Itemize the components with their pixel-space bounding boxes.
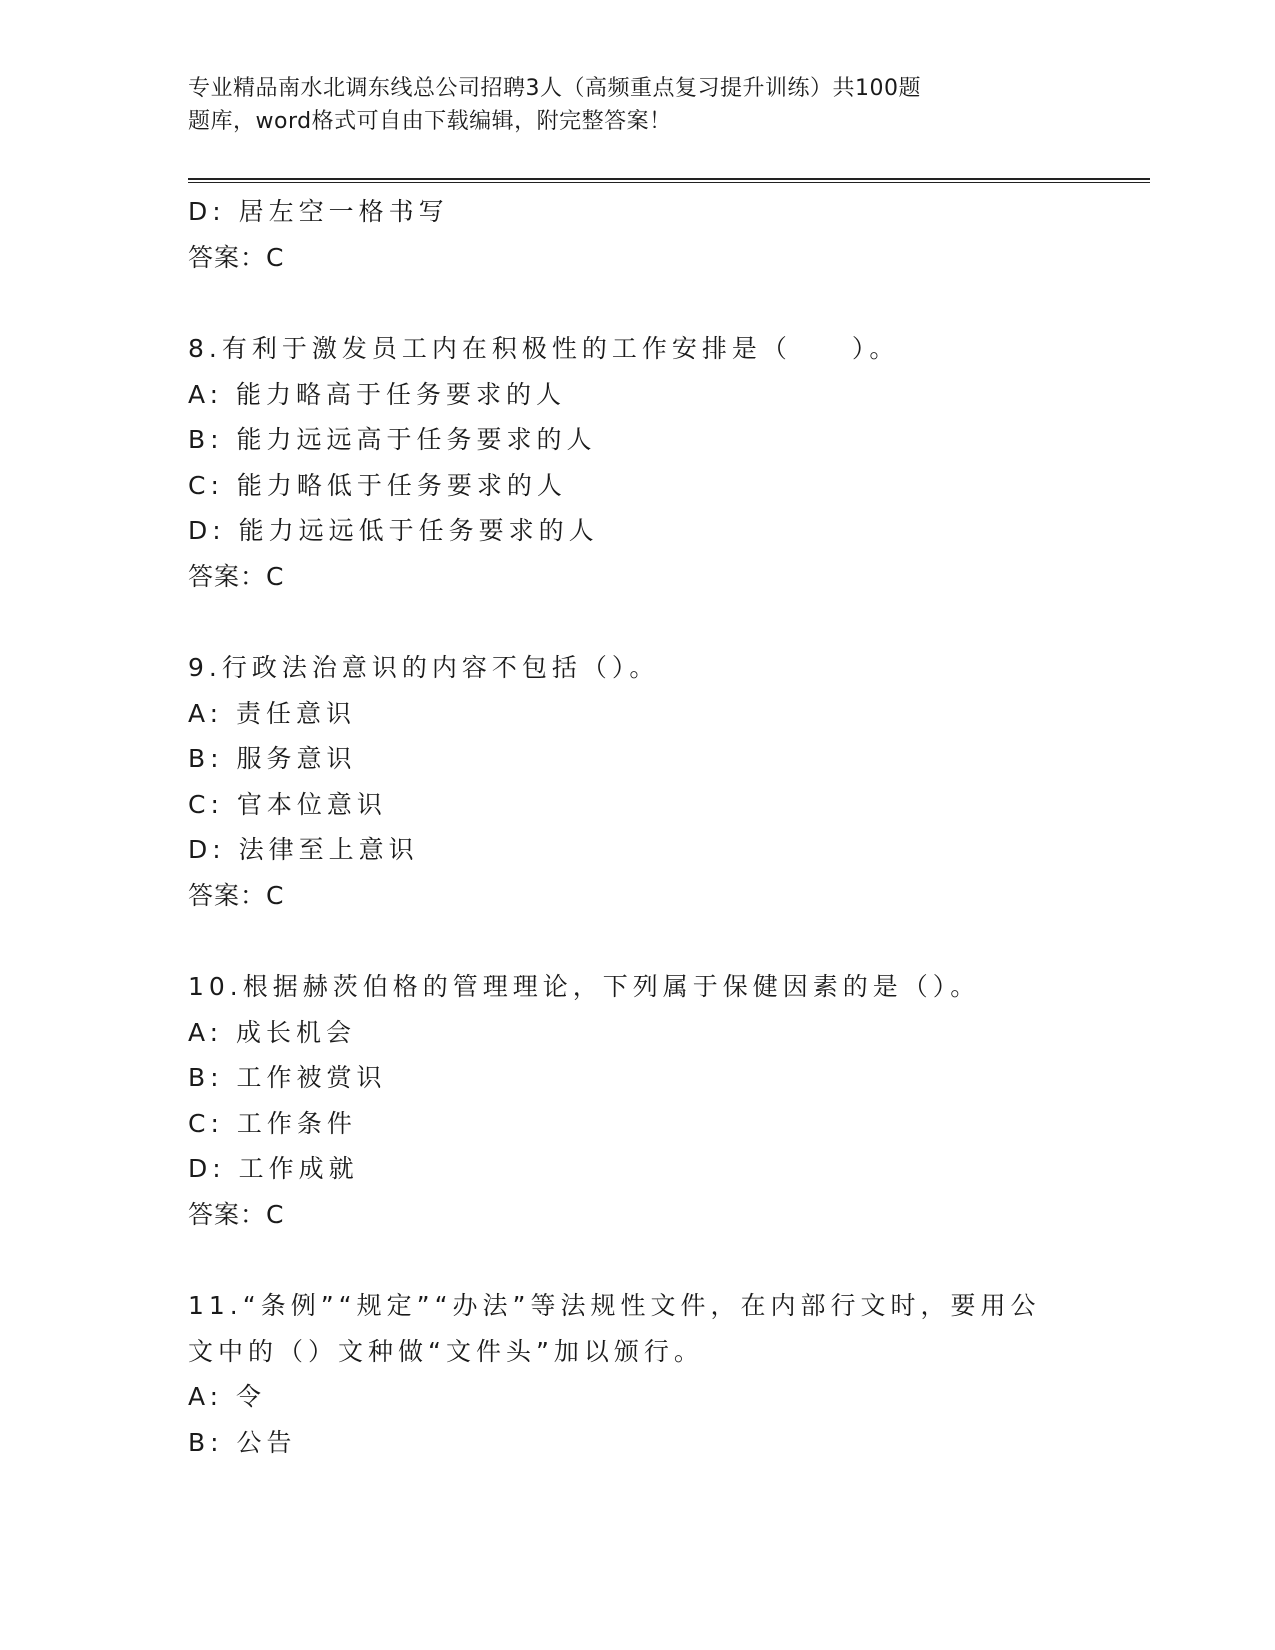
question-text: 8.有利于激发员工内在积极性的工作安排是（ ）。: [188, 334, 900, 363]
option-b: B: 公告: [188, 1427, 297, 1457]
option-a: A: 成长机会: [188, 1017, 357, 1047]
answer: 答案：C: [188, 242, 285, 272]
header-divider: [188, 178, 1150, 184]
question-9: [188, 645, 1088, 918]
option-a: A: 令: [188, 1382, 267, 1411]
question-list: [188, 189, 1088, 1465]
option-c: C: 能力略低于任务要求的人: [188, 470, 567, 500]
answer: 答案：C: [188, 880, 285, 910]
question-7-tail: [188, 189, 1088, 280]
question-text: 9.行政法治意识的内容不包括（）。: [188, 653, 660, 682]
question-10: [188, 964, 1088, 1237]
option-d: D: 能力远远低于任务要求的人: [188, 516, 599, 545]
option-c: C: 官本位意识: [188, 789, 387, 819]
answer: 答案：C: [188, 561, 285, 591]
option-b: B: 服务意识: [188, 744, 357, 773]
option-b: B: 能力远远高于任务要求的人: [188, 425, 597, 454]
question-11: [188, 1283, 1088, 1465]
option-b: B: 工作被赏识: [188, 1063, 387, 1092]
option-d: D: 居左空一格书写: [188, 197, 449, 226]
question-text-line-2: 文中的（）文种做“文件头”加以颁行。: [188, 1336, 704, 1366]
header-title-line-1: 专业精品南水北调东线总公司招聘3人（高频重点复习提升训练）共100题: [188, 76, 921, 101]
question-text: 10.根据赫茨伯格的管理理论，下列属于保健因素的是（）。: [188, 972, 981, 1001]
question-8: [188, 326, 1088, 599]
option-c: C: 工作条件: [188, 1108, 357, 1138]
answer: 答案：C: [188, 1199, 285, 1229]
document-header: [188, 72, 1068, 138]
header-title-line-2: 题库，word格式可自由下载编辑，附完整答案！: [188, 109, 672, 134]
option-a: A: 责任意识: [188, 698, 357, 728]
option-a: A: 能力略高于任务要求的人: [188, 379, 567, 409]
option-d: D: 工作成就: [188, 1154, 359, 1183]
question-text-line-1: 11.“条例”“规定”“办法”等法规性文件，在内部行文时，要用公: [188, 1291, 1041, 1320]
option-d: D: 法律至上意识: [188, 835, 419, 864]
